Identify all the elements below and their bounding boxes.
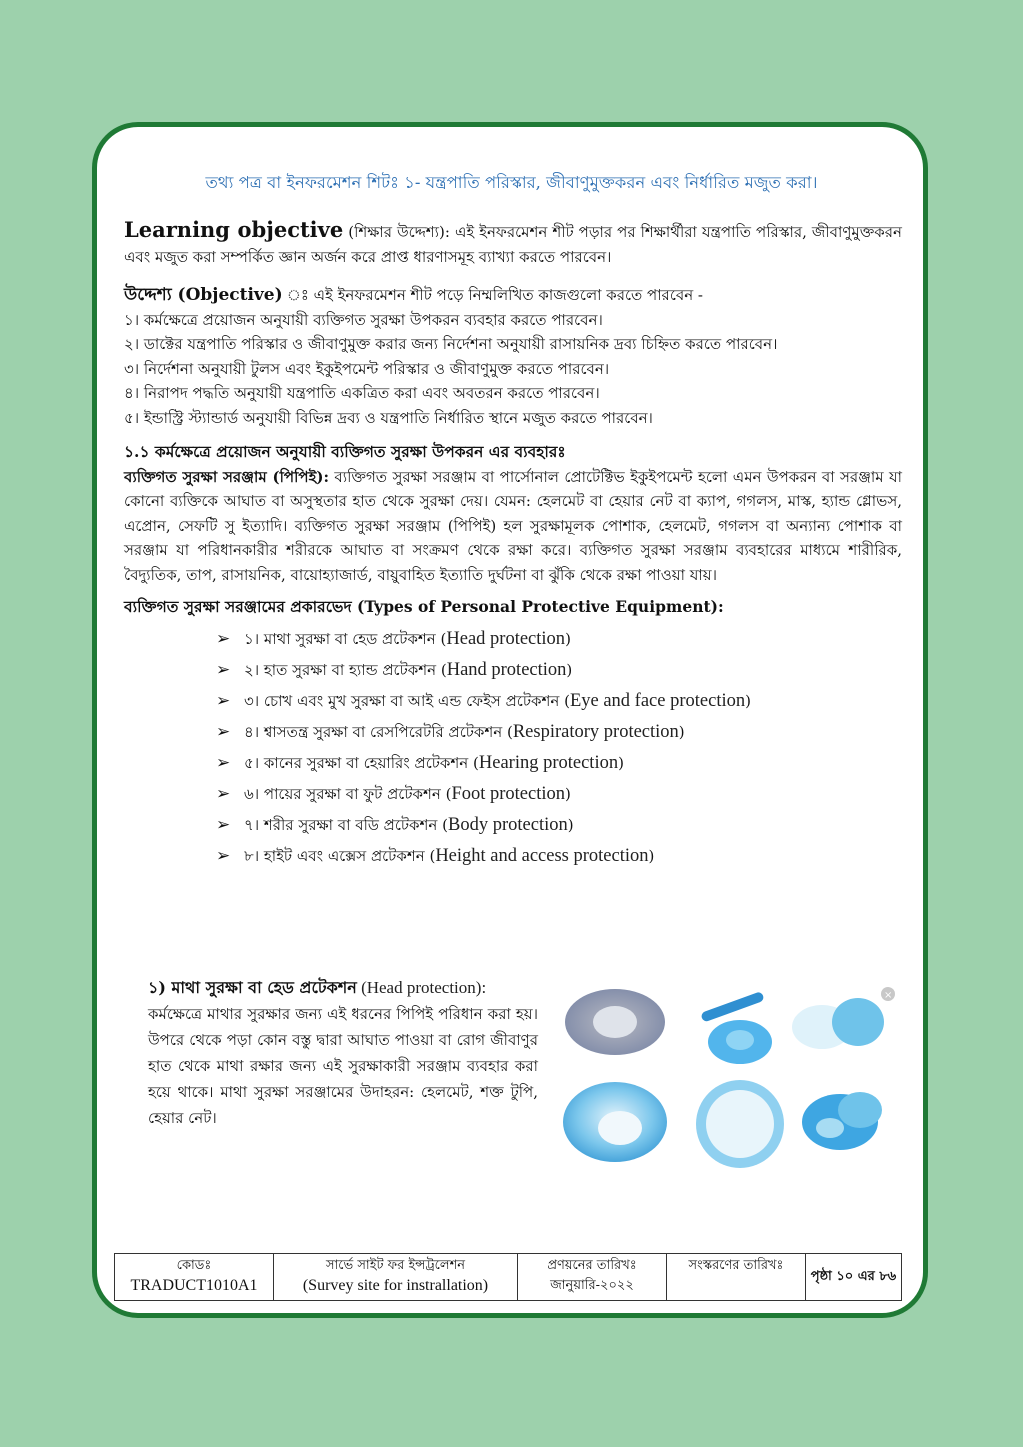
objective-item: ১। কর্মক্ষেত্রে প্রয়োজন অনুযায়ী ব্যক্তিগত সুরক্ষা উপকরন ব্যবহার করতে পারবেন। (124, 310, 603, 329)
arrow-bullet-icon: ➢ (216, 783, 231, 804)
learning-objective-label: Learning objective (124, 217, 344, 242)
main-content (124, 218, 902, 872)
types-list (124, 624, 902, 872)
list-item: ➢ ৬। পায়ের সুরক্ষা বা ফুট প্রটেকশন (Foot protection) (216, 779, 902, 810)
list-item: ➢ ৪। শ্বাসতন্ত্র সুরক্ষা বা রেসপিরেটরি প্রটেকশন (Respiratory protection) (216, 717, 902, 748)
svg-text:×: × (884, 990, 893, 1001)
head-protection-title-en: (Head protection): (356, 978, 487, 997)
footer-revision-cell: সংস্করণের তারিখঃ (667, 1254, 806, 1301)
objective-item: ২। ডাক্টের যন্ত্রপাতি পরিস্কার ও জীবাণুমুক্ত করার জন্য নির্দেশনা অনুযায়ী রাসায়নিক দ্রব্য চিহ্নিত করতে পারবেন। (124, 335, 778, 353)
ppe-label: ব্যক্তিগত সুরক্ষা সরঞ্জাম (পিপিই): (124, 467, 330, 486)
objective-label: উদ্দেশ্য (Objective) (124, 285, 283, 305)
list-item: ➢ ২। হাত সুরক্ষা বা হ্যান্ড প্রটেকশন (Hand protection) (216, 655, 902, 686)
footer-prep-date-cell: প্রণয়নের তারিখঃ জানুয়ারি-২০২২ (518, 1254, 667, 1301)
arrow-bullet-icon: ➢ (216, 659, 231, 680)
page-title: তথ্য পত্র বা ইনফরমেশন শিটঃ ১- যন্ত্রপাতি পরিস্কার, জীবাণুমুক্তকরন এবং নির্ধারিত মজুত করা। (205, 173, 818, 192)
arrow-bullet-icon: ➢ (216, 845, 231, 866)
arrow-bullet-icon: ➢ (216, 721, 231, 742)
list-item: ➢ ১। মাথা সুরক্ষা বা হেড প্রটেকশন (Head protection) (216, 624, 902, 655)
hair-caps-image (560, 982, 900, 1172)
objective-intro-text: ঃ এই ইনফরমেশন শীট পড়ে নিম্মলিখিত কাজগুলো করতে পারবেন - (282, 286, 703, 304)
arrow-bullet-icon: ➢ (216, 628, 231, 649)
footer-course-cell: সার্ভে সাইট ফর ইন্সট্রলেশন (Survey site for instrallation) (274, 1254, 518, 1301)
arrow-bullet-icon: ➢ (216, 814, 231, 835)
footer-table (114, 1253, 902, 1301)
head-protection-block (148, 975, 538, 1131)
types-heading: ব্যক্তিগত সুরক্ষা সরঞ্জামের প্রকারভেদ (Types of Personal Protective Equipment): (124, 597, 724, 616)
list-item: ➢ ৮। হাইট এবং এক্সেস প্রটেকশন (Height and access protection) (216, 841, 902, 872)
section-heading: ১.১ কর্মক্ষেত্রে প্রয়োজন অনুযায়ী ব্যক্তিগত সুরক্ষা উপকরন এর ব্যবহারঃ (124, 442, 566, 461)
list-item: ➢ ৫। কানের সুরক্ষা বা হেয়ারিং প্রটেকশন (Hearing protection) (216, 748, 902, 779)
ppe-paragraph (124, 465, 902, 588)
learning-objective (124, 218, 902, 269)
footer-code-cell: কোডঃ TRADUCT1010A1 (115, 1254, 274, 1301)
ppe-text: ব্যক্তিগত সুরক্ষা সরঞ্জাম বা পার্সোনাল প্রোটেক্টিভ ইকুইপমেন্ট হলো এমন উপকরন বা সরঞ্জাম যা কোনো ব্যক্তিকে আঘাত বা অসুস্থতার হাত থেকে সুরক্ষা দেয়। যেমন: হেলমেট বা হেয়ার নেট বা ক্যাপ, গগলস, মাস্ক, হ্যান্ড গ্লোভস, এপ্রোন, সেফটি সু ইত্যাদি। ব্যক্তিগত সুরক্ষা সরঞ্জাম (পিপিই) হল সুরক্ষামূলক পোশাক, হেলমেট, গগলস বা অন্যান্য পোশাক বা সরঞ্জাম যা পরিধানকারীর শরীরকে আঘাত বা সংক্রমণ থেকে রক্ষা করে। ব্যক্তিগত সুরক্ষা সরঞ্জাম ব্যবহারের মাধ্যমে শারীরিক, বৈদ্যুতিক, তাপ, রাসায়নিক, বায়োহ্যাজার্ড, বায়ুবাহিত ইত্যাতি দুর্ঘটনা বা ঝুঁকি থেকে রক্ষা পাওয়া যায়। (124, 467, 903, 584)
footer-page-number: পৃষ্ঠা ১০ এর ৮৬ (806, 1254, 902, 1301)
list-item: ➢ ৭। শরীর সুরক্ষা বা বডি প্রটেকশন (Body protection) (216, 810, 902, 841)
head-protection-title: ১) মাথা সুরক্ষা বা হেড প্রটেকশন (148, 978, 357, 997)
objective-item: ৫। ইন্ডাস্ট্রি স্ট্যান্ডার্ড অনুযায়ী বিভিন্ন দ্রব্য ও যন্ত্রপাতি নির্ধারিত স্থানে মজুত করতে পারবেন। (124, 408, 653, 427)
objective-item: ৩। নির্দেশনা অনুযায়ী টুলস এবং ইকুইপমেন্ট পরিস্কার ও জীবাণুমুক্ত করতে পারবেন। (124, 359, 610, 378)
objective-item: ৪। নিরাপদ পদ্ধতি অনুযায়ী যন্ত্রপাতি একত্রিত করা এবং অবতরন করতে পারবেন। (124, 384, 600, 402)
list-item: ➢ ৩। চোখ এবং মুখ সুরক্ষা বা আই এন্ড ফেইস প্রটেকশন (Eye and face protection) (216, 686, 902, 717)
arrow-bullet-icon: ➢ (216, 690, 231, 711)
head-protection-text: কর্মক্ষেত্রে মাথার সুরক্ষার জন্য এই ধরনের পিপিই পরিধান করা হয়। উপরে থেকে পড়া কোন বস্তু দ্বারা আঘাত পাওয়া বা রোগ জীবাণুর হাত থেকে মাথা রক্ষার জন্য এই সুরক্ষাকারী সরঞ্জাম ব্যবহার করা হয়ে থাকে। মাথা সুরক্ষা সরঞ্জামের উদাহরন: হেলমেট, শক্ত টুপি, হেয়ার নেট। (148, 1005, 538, 1127)
learning-objective-text: (শিক্ষার উদ্দেশ্য): এই ইনফরমেশন শীট পড়ার পর শিক্ষার্থীরা যন্ত্রপাতি পরিস্কার, জীবাণুমুক্তকরন এবং মজুত করা সম্পর্কিত জ্ঞান অর্জন করে প্রাপ্ত ধারণাসমূহ ব্যাখ্যা করতে পারবেন। (124, 223, 902, 266)
objective-intro (124, 283, 902, 308)
arrow-bullet-icon: ➢ (216, 752, 231, 773)
